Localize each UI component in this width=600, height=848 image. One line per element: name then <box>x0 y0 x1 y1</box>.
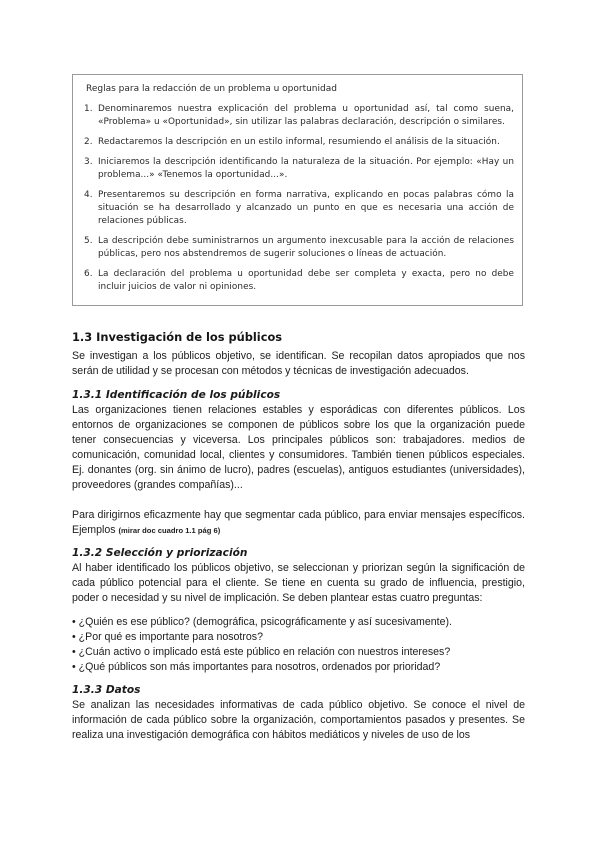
section-heading-1-3: 1.3 Investigación de los públicos <box>72 330 283 344</box>
rule-item <box>84 235 514 261</box>
section-heading-1-3-3: 1.3.3 Datos <box>72 684 141 696</box>
rule-item <box>84 136 514 149</box>
rule-text: Iniciaremos la descripción identificando la naturaleza de la situación. Por ejemplo: «Hay un problema...» «Tenemos la oportunidad...». <box>98 157 514 180</box>
question-item: • ¿Cuán activo o implicado está este público en relación con nuestros intereses? <box>72 646 451 658</box>
rule-text: Redactaremos la descripción en un estilo informal, resumiendo el análisis de la situación. <box>98 137 500 147</box>
rule-number: 1. <box>84 104 93 114</box>
rule-item <box>84 103 514 129</box>
rule-number: 4. <box>84 190 93 200</box>
section-1-3-paragraph: Se investigan a los públicos objetivo, se identifican. Se recopilan datos apropiados que nos serán de utilidad y se procesan con métodos y técnicas de investigación adecuados. <box>72 350 525 377</box>
rule-item <box>84 268 514 294</box>
rule-item <box>84 189 514 228</box>
main-content <box>72 330 525 743</box>
section-1-3-1-paragraph-1: Las organizaciones tienen relaciones estables y esporádicas con diferentes públicos. Los entornos de organizaciones se componen de públicos sobre los que la organización puede tener consecuencias y viceversa. Los principales públicos son: trabajadores. medios de comunicación, comunidad local, clientes y consumidores. También tienen públicos especiales. Ej. donantes (org. sin ánimo de lucro), padres (escuelas), antiguos estudiantes (universidades), proveedores (grandes compañías)... <box>72 404 525 491</box>
rule-number: 2. <box>84 137 93 147</box>
rule-text: La declaración del problema u oportunidad debe ser completa y exacta, pero no debe incluir juicios de valor ni opiniones. <box>98 269 514 292</box>
rule-text: Presentaremos su descripción en forma narrativa, explicando en pocas palabras cómo la situación se ha desarrollado y alcanzado un punto en que es necesaria una acción de relaciones públicas. <box>98 190 514 226</box>
questions-list <box>72 615 525 675</box>
rules-list <box>84 103 514 301</box>
rule-number: 5. <box>84 236 93 246</box>
section-1-3-1-paragraph-2 <box>72 508 525 538</box>
segment-text: Para dirigirnos eficazmente hay que segmentar cada público, para enviar mensajes específicos. Ejemplos <box>72 509 525 536</box>
question-item: • ¿Qué públicos son más importantes para nosotros, ordenados por prioridad? <box>72 661 441 673</box>
doc-reference: (mirar doc cuadro 1.1 pág 6) <box>118 526 221 535</box>
section-heading-1-3-2: 1.3.2 Selección y priorización <box>72 547 248 559</box>
question-item: • ¿Quién es ese público? (demográfica, psicográficamente y así sucesivamente). <box>72 616 452 628</box>
rule-item <box>84 156 514 182</box>
section-heading-1-3-1: 1.3.1 Identificación de los públicos <box>72 389 281 401</box>
rule-text: La descripción debe suministrarnos un argumento inexcusable para la acción de relaciones públicas, pero nos abstendremos de sugerir soluciones o líneas de actuación. <box>98 236 514 259</box>
rules-box <box>72 74 523 306</box>
rule-number: 6. <box>84 269 93 279</box>
section-1-3-2-paragraph: Al haber identificado los públicos objetivo, se seleccionan y priorizan según la significación de cada público potencial para el cliente. Se tiene en cuenta su grado de influencia, prestigio, poder o necesidad y su nivel de implicación. Se deben plantear estas cuatro preguntas: <box>72 562 525 604</box>
question-item: • ¿Por qué es importante para nosotros? <box>72 631 263 643</box>
rule-text: Denominaremos nuestra explicación del problema u oportunidad así, tal como suena, «Problema» u «Oportunidad», sin utilizar las palabras declaración, descripción o similares. <box>98 104 514 127</box>
rules-box-title: Reglas para la redacción de un problema u oportunidad <box>86 84 337 94</box>
rule-number: 3. <box>84 157 93 167</box>
section-1-3-3-paragraph: Se analizan las necesidades informativas de cada público objetivo. Se conoce el nivel de información de cada público sobre la organización, comportamientos pasados y presentes. Se realiza una investigación demográfica con hábitos mediáticos y niveles de uso de los <box>72 699 525 741</box>
